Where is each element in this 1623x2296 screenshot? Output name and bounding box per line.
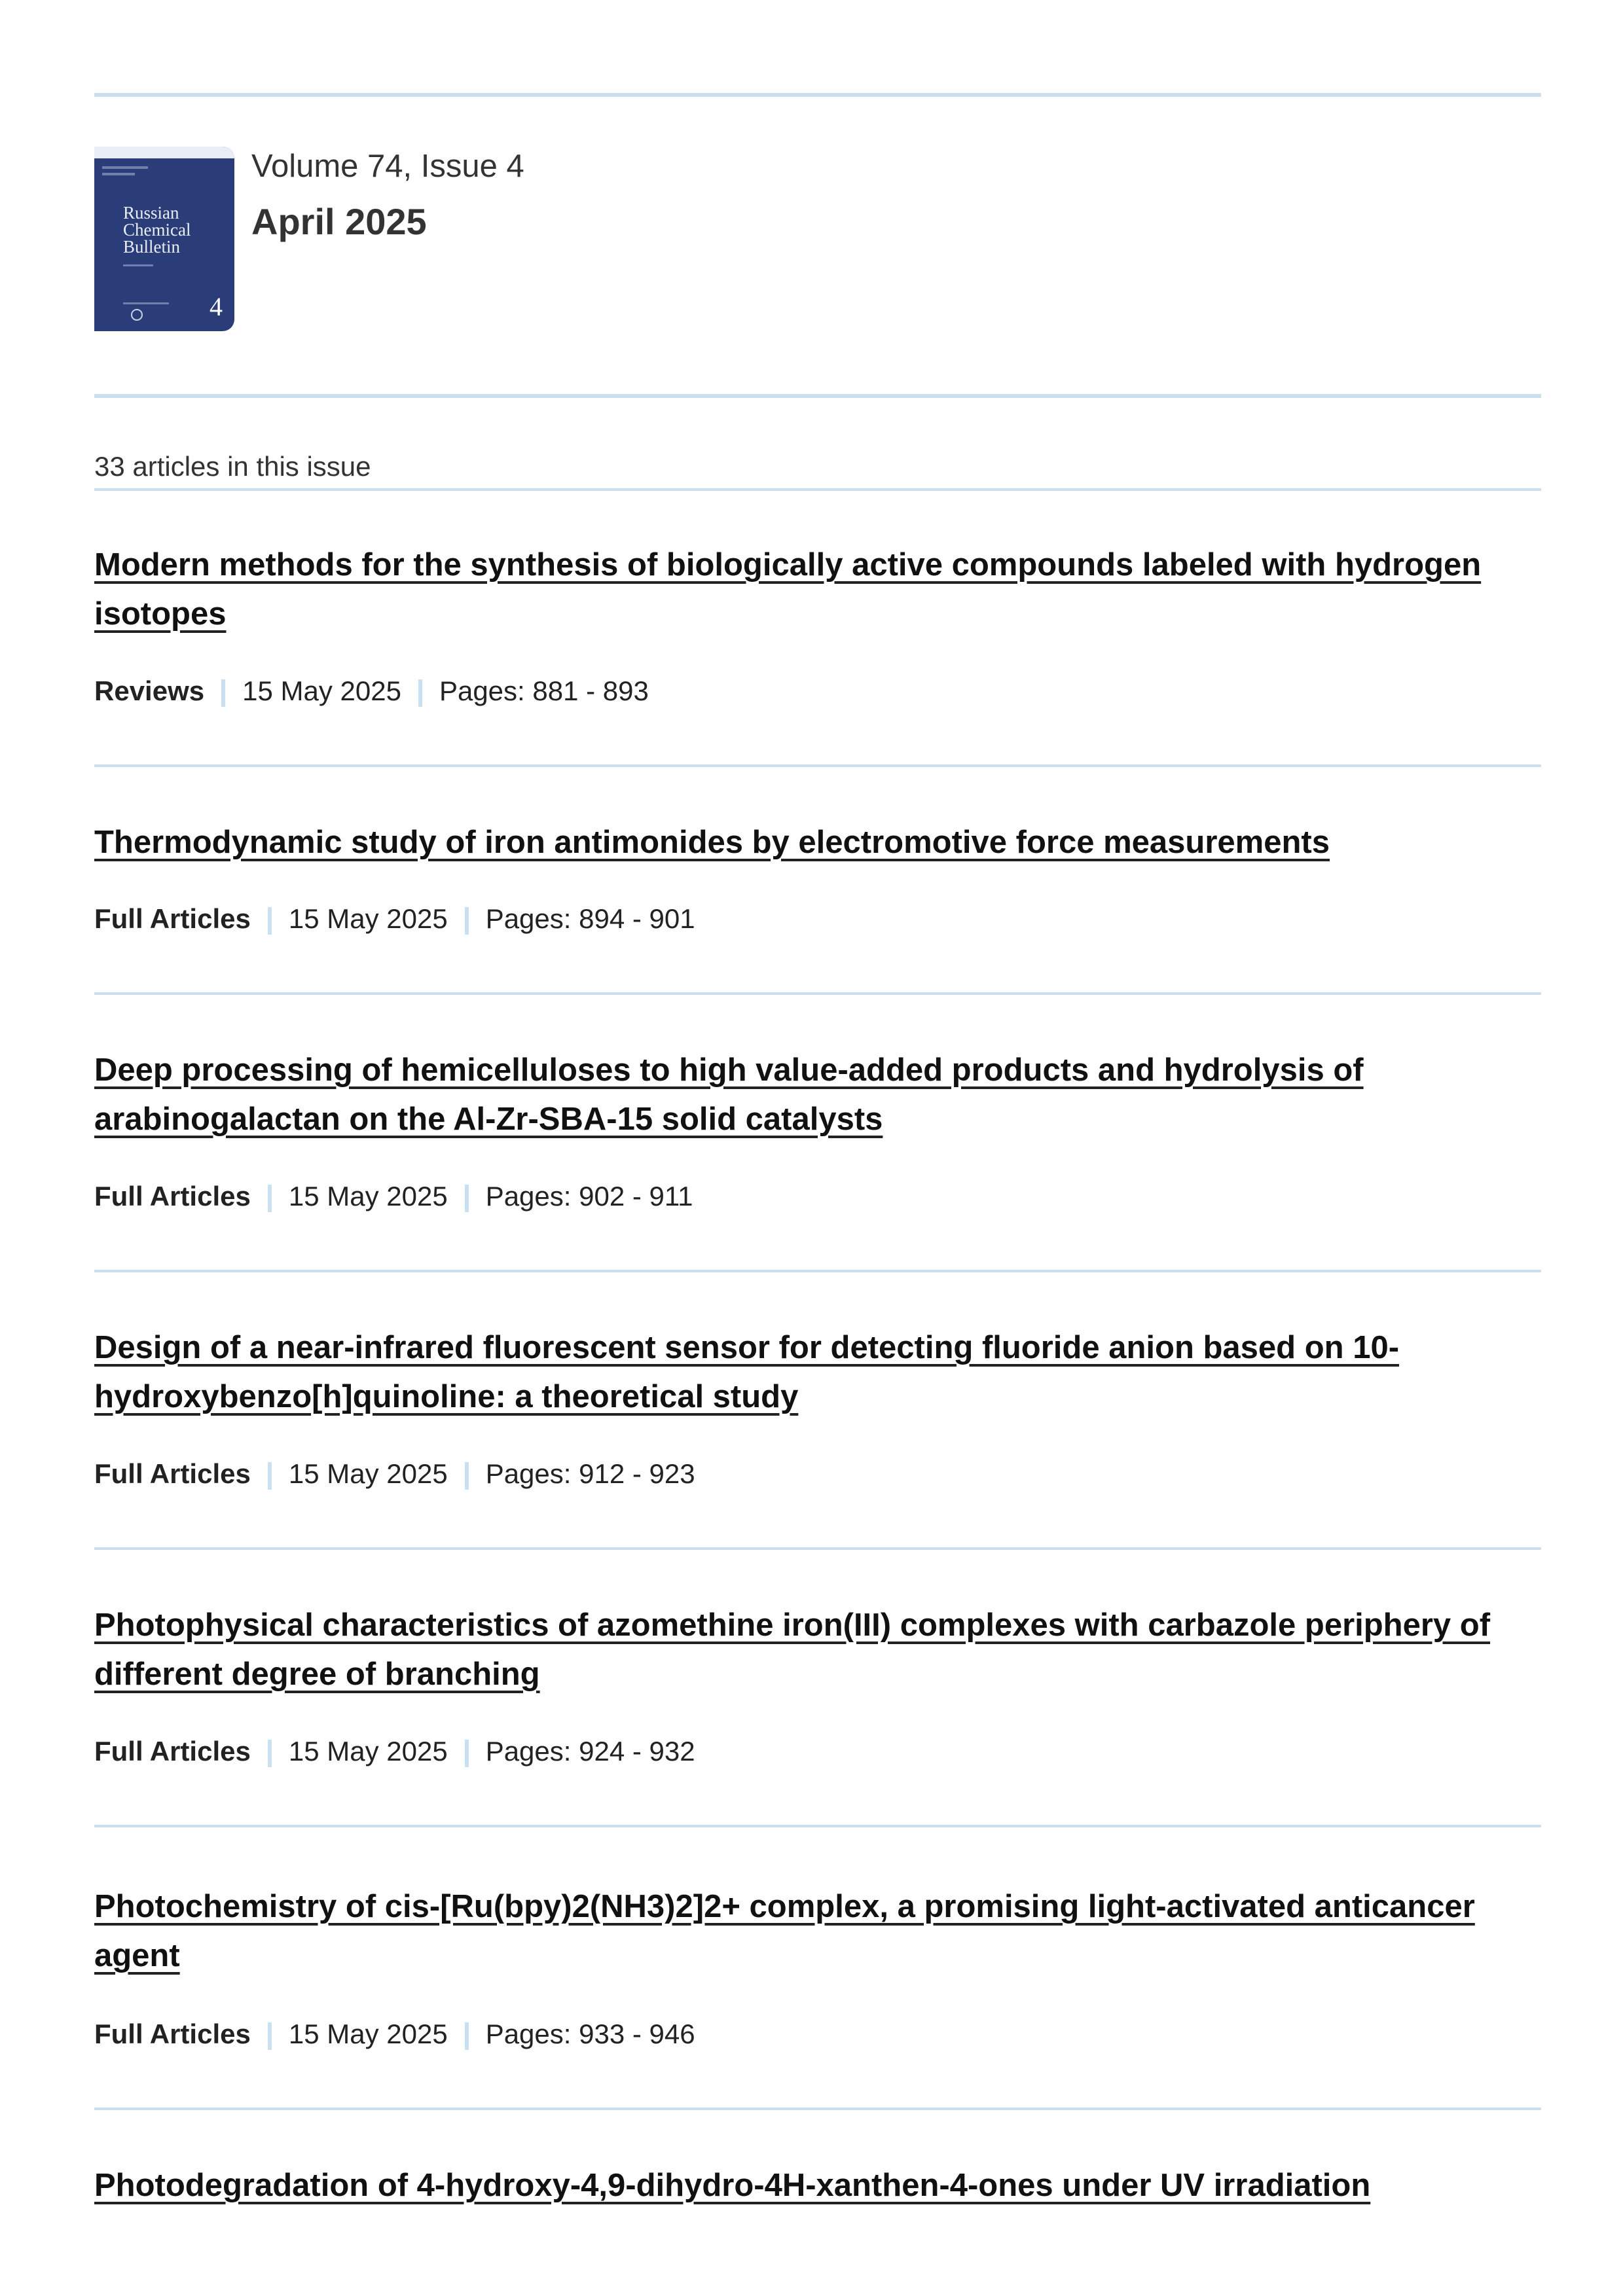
meta-separator [268,1462,272,1490]
article-type: Full Articles [94,903,251,934]
journal-cover-image[interactable] [94,147,234,331]
article-title-link[interactable]: Thermodynamic study of iron antimonides by electromotive force measurements [94,825,1330,860]
article-item [94,1882,1541,1981]
article-title-link[interactable]: Deep processing of hemicelluloses to high value-added products and hydrolysis of arabinogalactan on the Al-Zr-SBA-15 solid catalysts [94,1052,1364,1137]
article-pages: Pages: 902 - 911 [485,1181,693,1211]
article-pages: Pages: 894 - 901 [485,903,695,934]
meta-separator [268,1740,272,1767]
issue-date: April 2025 [251,201,427,242]
header-divider [94,394,1541,398]
article-divider [94,764,1541,767]
meta-separator [465,1740,469,1767]
article-pages: Pages: 912 - 923 [485,1458,695,1489]
article-type: Reviews [94,675,205,706]
article-date: 15 May 2025 [288,2018,448,2049]
cover-text-line [123,264,153,266]
article-date: 15 May 2025 [288,903,448,934]
article-divider [94,2108,1541,2110]
article-pages: Pages: 881 - 893 [439,675,649,706]
article-date: 15 May 2025 [242,675,401,706]
article-meta [94,1454,695,1494]
article-meta [94,1732,695,1771]
article-title-link[interactable]: Photophysical characteristics of azomethine iron(III) complexes with carbazole periphery of different degree of branching [94,1607,1491,1692]
cover-text-line [102,173,135,175]
article-item [94,1601,1541,1699]
article-meta [94,672,649,711]
article-type: Full Articles [94,1458,251,1489]
meta-separator [418,679,422,707]
article-divider [94,1547,1541,1550]
article-title-link[interactable]: Modern methods for the synthesis of biologically active compounds labeled with hydrogen isotopes [94,547,1482,632]
article-meta [94,2015,695,2054]
meta-separator [221,679,225,707]
list-divider [94,488,1541,491]
cover-issue-number: 4 [210,292,223,321]
article-date: 15 May 2025 [288,1736,448,1767]
article-divider [94,1825,1541,1827]
article-item [94,1046,1541,1144]
meta-separator [268,2022,272,2050]
article-type: Full Articles [94,1181,251,1211]
article-type: Full Articles [94,1736,251,1767]
articles-count: 33 articles in this issue [94,451,371,482]
publisher-logo-icon [131,309,143,321]
article-item [94,1323,1541,1422]
article-pages: Pages: 933 - 946 [485,2018,695,2049]
article-pages: Pages: 924 - 932 [485,1736,695,1767]
article-type: Full Articles [94,2018,251,2049]
article-divider [94,1270,1541,1272]
article-item [94,818,1541,867]
meta-separator [465,2022,469,2050]
article-title-link[interactable]: Photodegradation of 4-hydroxy-4,9-dihydro-4H-xanthen-4-ones under UV irradiation [94,2168,1371,2203]
meta-separator [268,907,272,935]
cover-text-line [102,166,148,169]
cover-journal-title: Russian Chemical Bulletin [123,203,191,257]
meta-separator [465,1185,469,1212]
article-title-link[interactable]: Design of a near-infrared fluorescent sensor for detecting fluoride anion based on 10- hydroxybenzo[h]quinoline: a theoretical study [94,1330,1400,1414]
meta-separator [465,907,469,935]
article-title-link[interactable]: Photochemistry of cis-[Ru(bpy)2(NH3)2]2+ complex, a promising light-activated anticancer agent [94,1889,1475,1973]
article-meta [94,1177,693,1216]
article-divider [94,992,1541,995]
article-item [94,2161,1541,2210]
cover-header-band [94,147,234,158]
meta-separator [465,1462,469,1490]
article-meta [94,899,695,939]
meta-separator [268,1185,272,1212]
article-item [94,541,1541,639]
top-divider [94,93,1541,97]
article-date: 15 May 2025 [288,1458,448,1489]
article-date: 15 May 2025 [288,1181,448,1211]
cover-text-line [123,302,169,304]
issue-volume: Volume 74, Issue 4 [251,149,524,184]
